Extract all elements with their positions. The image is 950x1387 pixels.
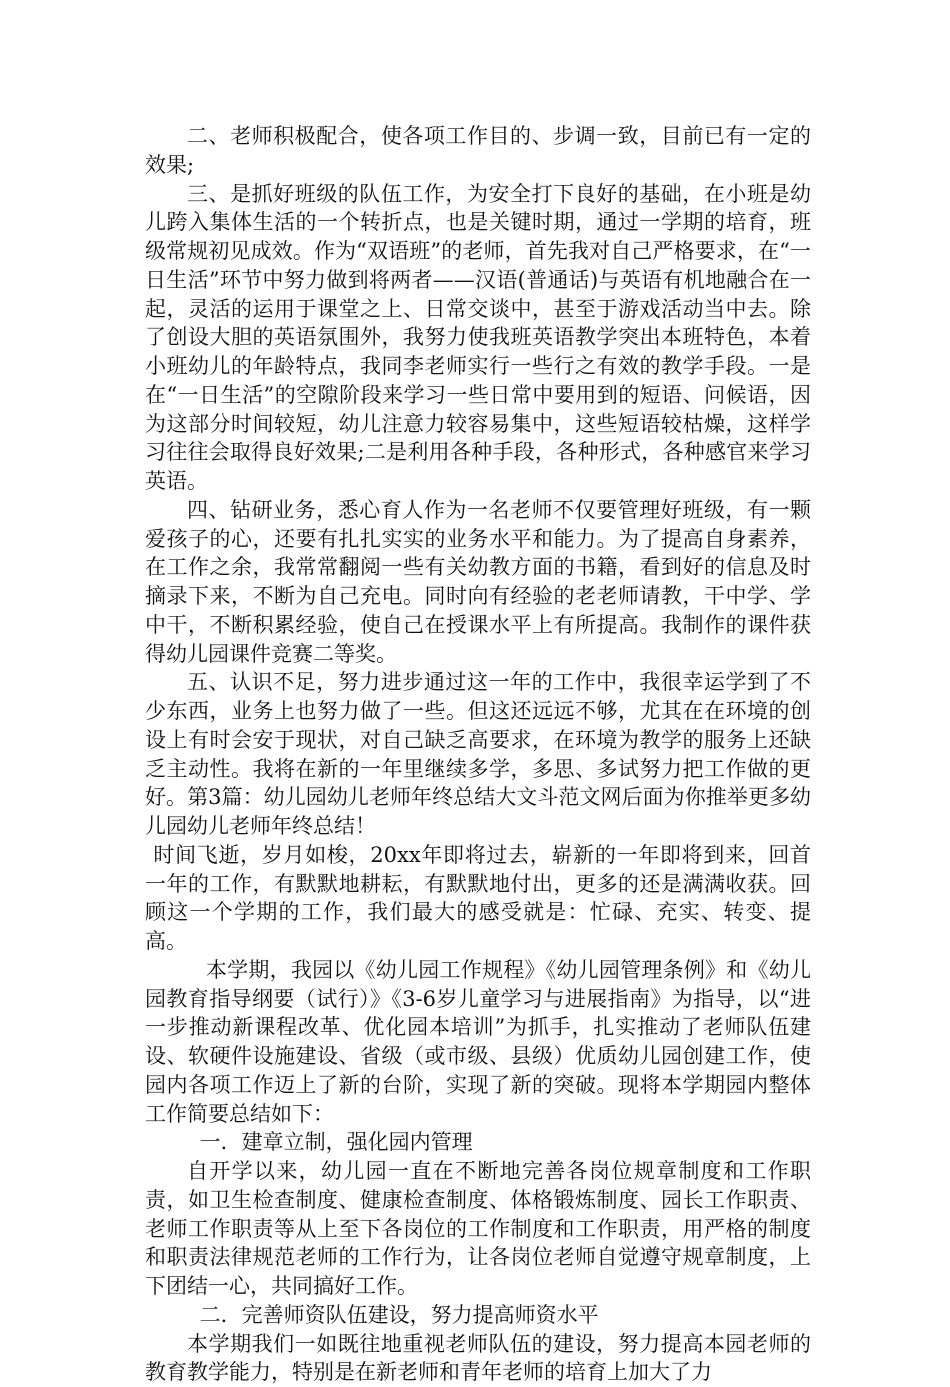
paragraph-year-review: 时间飞逝，岁月如梭，20xx年即将过去，崭新的一年即将到来，回首一年的工作，有默默地耕耘，有默默地付出，更多的还是满满收获。回顾这一个学期的工作，我们最大的感受就是：忙碌、充实、转变、提高。 xyxy=(145,841,811,956)
paragraph-rules-and-duties: 自开学以来，幼儿园一直在不断地完善各岗位规章制度和工作职责，如卫生检查制度、健康检查制度、体格锻炼制度、园长工作职责、老师工作职责等从上至下各岗位的工作制度和工作职责，用严格的制度和职责法律规范老师的工作行为，让各岗位老师自觉遵守规章制度，上下团结一心，共同搞好工作。 xyxy=(145,1157,811,1301)
paragraph-semester-summary: 本学期，我园以《幼儿园工作规程》《幼儿园管理条例》和《幼儿园教育指导纲要（试行）》《3-6岁儿童学习与进展指南》为指导，以“进一步推动新课程改革、优化园本培训”为抓手，扎实推动了老师队伍建设、软硬件设施建设、省级（或市级、县级）优质幼儿园创建工作，使园内各项工作迈上了新的台阶，实现了新的突破。现将本学期园内整体工作简要总结如下： xyxy=(145,956,811,1129)
paragraph-teacher-training: 本学期我们一如既往地重视老师队伍的建设，努力提高本园老师的教育教学能力，特别是在新老师和青年老师的培育上加大了力 xyxy=(145,1330,811,1387)
section-heading-teacher-team: 二．完善师资队伍建设，努力提高师资水平 xyxy=(145,1301,811,1330)
document-body xyxy=(145,122,811,1387)
section-heading-management: 一．建章立制，强化园内管理 xyxy=(145,1128,811,1157)
paragraph-class-team-work: 三、是抓好班级的队伍工作，为安全打下良好的基础，在小班是幼儿跨入集体生活的一个转折点，也是关键时期，通过一学期的培育，班级常规初见成效。作为“双语班”的老师，首先我对自己严格要求，在“一日生活”环节中努力做到将两者——汉语(普通话)与英语有机地融合在一起，灵活的运用于课堂之上、日常交谈中，甚至于游戏活动当中去。除了创设大胆的英语氛围外，我努力使我班英语教学突出本班特色，本着小班幼儿的年龄特点，我同李老师实行一些行之有效的教学手段。一是在“一日生活”的空隙阶段来学习一些日常中要用到的短语、问候语，因为这部分时间较短，幼儿注意力较容易集中，这些短语较枯燥，这样学习往往会取得良好效果;二是利用各种手段，各种形式，各种感官来学习英语。 xyxy=(145,180,811,496)
paragraph-teacher-cooperation: 二、老师积极配合，使各项工作目的、步调一致，目前已有一定的效果; xyxy=(145,122,811,180)
paragraph-professional-study: 四、钻研业务，悉心育人作为一名老师不仅要管理好班级，有一颗爱孩子的心，还要有扎扎实实的业务水平和能力。为了提高自身素养，在工作之余，我常常翻阅一些有关幼教方面的书籍，看到好的信息及时摘录下来，不断为自己充电。同时向有经验的老老师请教，干中学、学中干，不断积累经验，使自己在授课水平上有所提高。我制作的课件获得幼儿园课件竞赛二等奖。 xyxy=(145,496,811,669)
paragraph-shortcomings: 五、认识不足，努力进步通过这一年的工作中，我很幸运学到了不少东西，业务上也努力做了一些。但这还远远不够，尤其在在环境的创设上有时会安于现状，对自己缺乏高要求，在环境为教学的服务上还缺乏主动性。我将在新的一年里继续多学，多思、多试努力把工作做的更好。第3篇：幼儿园幼儿老师年终总结大文斗范文网后面为你推举更多幼儿园幼儿老师年终总结！ xyxy=(145,668,811,841)
